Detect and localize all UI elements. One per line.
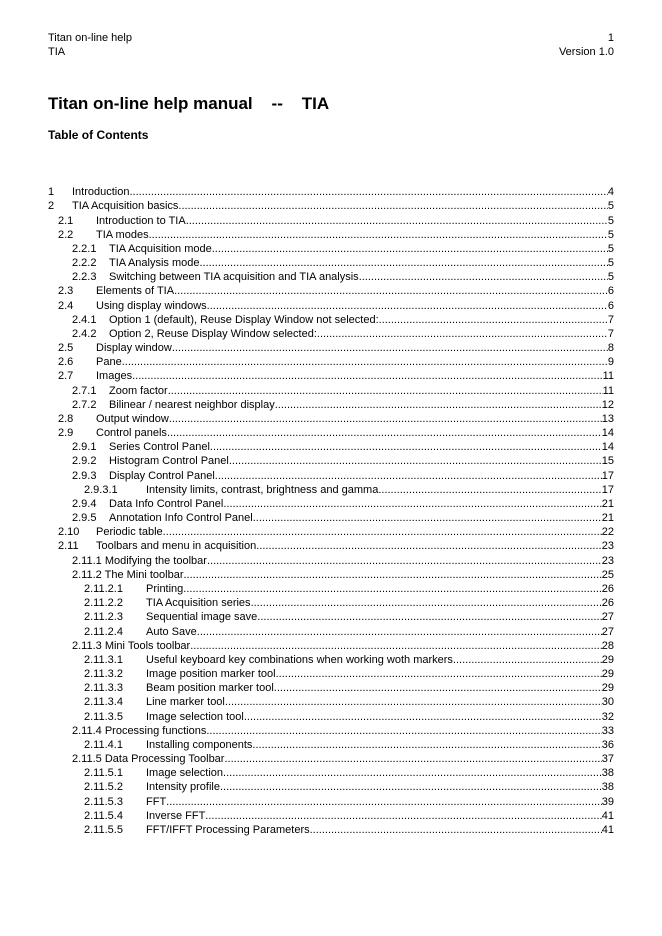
toc-entry[interactable] [48, 270, 614, 284]
toc-entry-number: 2.9 [58, 427, 74, 440]
toc-entry[interactable] [48, 780, 614, 794]
toc-dot-leader [178, 200, 607, 213]
toc-entry-title: TIA Acquisition basics [72, 200, 179, 213]
toc-dot-leader [317, 328, 608, 341]
toc-entry[interactable] [48, 553, 614, 567]
toc-dot-leader [244, 711, 602, 724]
toc-entry-number: 2.11.3.1 [84, 653, 123, 666]
toc-dot-leader [225, 696, 602, 709]
toc-entry-title: Installing components [146, 738, 253, 751]
toc-entry[interactable] [48, 398, 614, 412]
toc-dot-leader [253, 512, 602, 525]
toc-entry[interactable] [48, 454, 614, 468]
toc-dot-leader [122, 356, 608, 369]
toc-entry-title: Inverse FFT [146, 809, 206, 822]
toc-entry-page: 11 [602, 384, 614, 397]
toc-dot-leader [129, 186, 607, 199]
toc-entry[interactable] [48, 440, 614, 454]
toc-entry-title: FFT/IFFT Processing Parameters [146, 823, 310, 836]
toc-entry-number: 2.9.1 [72, 441, 97, 454]
toc-dot-leader [200, 257, 608, 270]
toc-entry-title: Introduction to TIA [96, 214, 186, 227]
toc-entry[interactable] [48, 199, 614, 213]
toc-entry-title: Display window [96, 342, 172, 355]
toc-dot-leader [257, 611, 601, 624]
toc-entry[interactable] [48, 525, 614, 539]
toc-entry[interactable] [48, 681, 614, 695]
toc-entry-page: 5 [607, 242, 614, 255]
toc-entry-title: 2.11.4 Processing functions [72, 724, 207, 737]
toc-entry[interactable] [48, 341, 614, 355]
toc-entry[interactable] [48, 355, 614, 369]
toc-entry[interactable] [48, 327, 614, 341]
toc-dot-leader [184, 569, 602, 582]
toc-entry-page: 5 [607, 228, 614, 241]
toc-dot-leader [379, 314, 608, 327]
toc-entry-number: 2.5 [58, 342, 74, 355]
header-product: TIA [48, 46, 66, 58]
toc-entry[interactable] [48, 639, 614, 653]
toc-entry[interactable] [48, 794, 614, 808]
toc-entry-title: Toolbars and menu in acquisition [96, 540, 257, 553]
toc-entry-number: 2.11 [58, 540, 79, 553]
toc-entry[interactable] [48, 468, 614, 482]
toc-entry[interactable] [48, 426, 614, 440]
toc-entry-page: 41 [601, 823, 614, 836]
toc-entry-number: 2.9.3 [72, 469, 97, 482]
toc-entry-page: 26 [601, 597, 614, 610]
toc-dot-leader [207, 300, 608, 313]
toc-entry[interactable] [48, 582, 614, 596]
toc-entry-title: Auto Save [146, 625, 197, 638]
toc-entry-page: 29 [601, 653, 614, 666]
toc-entry-number: 2.11.4.1 [84, 738, 123, 751]
toc-entry-number: 2.9.2 [72, 455, 97, 468]
toc-entry[interactable] [48, 738, 614, 752]
toc-dot-leader [169, 413, 602, 426]
toc-entry-title: Control panels [96, 427, 167, 440]
toc-entry[interactable] [48, 596, 614, 610]
toc-entry-title: Display Control Panel [109, 469, 215, 482]
toc-heading: Table of Contents [48, 128, 149, 142]
toc-entry-title: Bilinear / nearest neighbor display [109, 398, 275, 411]
header-row-2 [48, 45, 614, 59]
page-header [48, 31, 614, 59]
header-page-number: 1 [607, 32, 614, 44]
toc-entry[interactable] [48, 483, 614, 497]
toc-entry-number: 2.8 [58, 412, 74, 425]
toc-entry-page: 12 [601, 398, 614, 411]
toc-entry-number: 2.11.5.1 [84, 767, 123, 780]
toc-entry-page: 5 [607, 214, 614, 227]
toc-entry-number: 2.4 [58, 299, 74, 312]
toc-entry-page: 27 [601, 625, 614, 638]
toc-entry-number: 2.11.2.1 [84, 582, 123, 595]
toc-dot-leader [132, 370, 603, 383]
toc-dot-leader [223, 498, 601, 511]
toc-entry-number: 2 [48, 200, 55, 213]
header-version: Version 1.0 [558, 46, 614, 58]
toc-dot-leader [229, 455, 602, 468]
toc-entry-page: 39 [601, 795, 614, 808]
toc-dot-leader [252, 739, 601, 752]
toc-entry-page: 37 [601, 753, 614, 766]
toc-entry[interactable] [48, 724, 614, 738]
toc-entry-page: 23 [601, 540, 614, 553]
toc-dot-leader [163, 526, 602, 539]
toc-entry[interactable] [48, 823, 614, 837]
toc-entry-number: 2.6 [58, 356, 74, 369]
page-title: Titan on-line help manual -- TIA [48, 94, 330, 113]
toc-entry-number: 2.11.5.2 [84, 781, 123, 794]
toc-entry-number: 2.2.3 [72, 271, 97, 284]
toc-entry[interactable] [48, 383, 614, 397]
toc-entry-page: 41 [601, 809, 614, 822]
toc-entry-number: 2.7.1 [72, 384, 97, 397]
toc-entry-number: 2.4.1 [72, 313, 97, 326]
toc-entry[interactable] [48, 213, 614, 227]
toc-entry[interactable] [48, 412, 614, 426]
toc-entry-title: Beam position marker tool [146, 682, 274, 695]
toc-entry-number: 2.10 [58, 526, 80, 539]
toc-entry-title: TIA Acquisition mode [109, 242, 212, 255]
toc-dot-leader [378, 484, 601, 497]
toc-entry-page: 5 [607, 200, 614, 213]
toc-entry-number: 2.11.5.3 [84, 795, 123, 808]
toc-entry-page: 7 [607, 327, 614, 340]
toc-entry-title: Switching between TIA acquisition and TIA analysis [109, 271, 359, 284]
toc-entry-number: 2.11.3.5 [84, 710, 123, 723]
toc-dot-leader [212, 243, 608, 256]
toc-entry-page: 38 [601, 767, 614, 780]
toc-entry[interactable] [48, 313, 614, 327]
toc-entry-page: 25 [601, 568, 614, 581]
toc-dot-leader [310, 824, 602, 837]
toc-dot-leader [197, 626, 602, 639]
toc-entry-title: Data Info Control Panel [109, 497, 224, 510]
toc-entry-page: 29 [601, 668, 614, 681]
toc-entry[interactable] [48, 766, 614, 780]
toc-entry-page: 29 [601, 682, 614, 695]
toc-entry-number: 2.3 [58, 285, 74, 298]
toc-dot-leader [186, 215, 608, 228]
toc-entry-title: Series Control Panel [109, 441, 210, 454]
toc-entry-page: 5 [607, 271, 614, 284]
toc-entry-title: Output window [96, 412, 169, 425]
toc-entry[interactable] [48, 809, 614, 823]
toc-dot-leader [251, 597, 602, 610]
toc-entry[interactable] [48, 185, 614, 199]
table-of-contents [48, 185, 614, 837]
toc-entry-title: Periodic table [96, 526, 163, 539]
toc-entry[interactable] [48, 497, 614, 511]
toc-dot-leader [172, 342, 608, 355]
toc-entry-page: 21 [601, 512, 614, 525]
toc-entry-title: Histogram Control Panel [109, 455, 229, 468]
toc-entry[interactable] [48, 228, 614, 242]
toc-entry-page: 9 [607, 356, 614, 369]
toc-entry[interactable] [48, 284, 614, 298]
toc-dot-leader [183, 583, 601, 596]
toc-dot-leader [190, 640, 602, 653]
toc-entry-page: 36 [601, 738, 614, 751]
toc-entry-number: 2.9.3.1 [84, 483, 118, 496]
toc-entry[interactable] [48, 610, 614, 624]
toc-entry-title: 2.11.3 Mini Tools toolbar [72, 639, 191, 652]
toc-entry-title: Option 2, Reuse Display Window selected: [109, 327, 317, 340]
toc-entry-page: 6 [607, 299, 614, 312]
toc-entry-title: Annotation Info Control Panel [109, 512, 253, 525]
toc-dot-leader [223, 767, 602, 780]
toc-entry-page: 14 [601, 441, 614, 454]
toc-entry-page: 7 [607, 313, 614, 326]
toc-entry-number: 1 [48, 186, 55, 199]
toc-entry-title: Using display windows [96, 299, 207, 312]
toc-entry-page: 11 [602, 370, 614, 383]
toc-dot-leader [174, 285, 608, 298]
toc-entry-page: 28 [601, 639, 614, 652]
toc-dot-leader [215, 470, 602, 483]
toc-entry-page: 13 [601, 412, 614, 425]
toc-entry-title: Printing [146, 582, 184, 595]
toc-entry[interactable] [48, 242, 614, 256]
toc-entry-number: 2.11.3.3 [84, 682, 123, 695]
toc-entry-number: 2.7.2 [72, 398, 97, 411]
toc-entry-page: 26 [601, 582, 614, 595]
toc-dot-leader [276, 668, 602, 681]
toc-entry-number: 2.11.5.4 [84, 809, 123, 822]
toc-entry[interactable] [48, 709, 614, 723]
toc-entry-title: Image selection [146, 767, 224, 780]
toc-entry-page: 32 [601, 710, 614, 723]
toc-entry-title: Zoom factor [109, 384, 168, 397]
toc-entry[interactable] [48, 539, 614, 553]
toc-entry-number: 2.11.2.2 [84, 597, 123, 610]
toc-entry-page: 30 [601, 696, 614, 709]
toc-dot-leader [256, 540, 602, 553]
toc-entry-page: 15 [601, 455, 614, 468]
toc-dot-leader [205, 810, 601, 823]
toc-entry-title: Image selection tool [146, 710, 244, 723]
toc-entry-title: Option 1 (default), Reuse Display Window not selected: [109, 313, 379, 326]
toc-entry-title: Introduction [72, 186, 130, 199]
toc-entry-page: 14 [601, 427, 614, 440]
toc-entry-title: Pane [96, 356, 122, 369]
toc-dot-leader [224, 753, 601, 766]
toc-entry-title: Sequential image save [146, 611, 258, 624]
toc-dot-leader [359, 271, 608, 284]
header-doc-title: Titan on-line help [48, 32, 132, 44]
toc-dot-leader [149, 229, 608, 242]
toc-entry-title: Intensity limits, contrast, brightness and gamma [146, 483, 379, 496]
toc-entry-number: 2.11.2.3 [84, 611, 123, 624]
toc-entry[interactable] [48, 511, 614, 525]
toc-entry[interactable] [48, 256, 614, 270]
toc-entry[interactable] [48, 568, 614, 582]
toc-entry-title: Line marker tool [146, 696, 225, 709]
toc-entry[interactable] [48, 667, 614, 681]
toc-entry-title: Useful keyboard key combinations when working woth markers [146, 653, 453, 666]
toc-entry-number: 2.11.3.2 [84, 668, 123, 681]
toc-entry-page: 17 [601, 483, 614, 496]
toc-entry[interactable] [48, 752, 614, 766]
toc-entry[interactable] [48, 624, 614, 638]
toc-dot-leader [168, 385, 603, 398]
toc-dot-leader [220, 781, 602, 794]
toc-entry[interactable] [48, 653, 614, 667]
toc-dot-leader [274, 682, 602, 695]
toc-entry-page: 21 [601, 497, 614, 510]
toc-dot-leader [206, 725, 601, 738]
toc-entry-title: 2.11.5 Data Processing Toolbar [72, 753, 225, 766]
toc-entry-title: TIA Acquisition series [146, 597, 251, 610]
toc-entry-number: 2.7 [58, 370, 74, 383]
toc-entry-page: 22 [601, 526, 614, 539]
toc-entry-title: Elements of TIA [96, 285, 175, 298]
toc-entry-title: TIA modes [96, 228, 149, 241]
toc-entry-number: 2.11.5.5 [84, 823, 123, 836]
toc-dot-leader [167, 427, 602, 440]
toc-entry-title: Image position marker tool [146, 668, 276, 681]
toc-entry[interactable] [48, 695, 614, 709]
toc-entry-page: 27 [601, 611, 614, 624]
toc-entry-page: 8 [607, 342, 614, 355]
toc-entry-number: 2.9.5 [72, 512, 97, 525]
toc-entry-page: 33 [601, 724, 614, 737]
toc-entry-title: 2.11.1 Modifying the toolbar [72, 554, 207, 567]
toc-entry-title: TIA Analysis mode [109, 257, 200, 270]
header-row-1 [48, 31, 614, 45]
toc-entry-page: 38 [601, 781, 614, 794]
toc-entry-title: Images [96, 370, 133, 383]
toc-entry-number: 2.4.2 [72, 327, 97, 340]
toc-entry-number: 2.2 [58, 228, 74, 241]
toc-entry-title: 2.11.2 The Mini toolbar [72, 568, 184, 581]
toc-entry-page: 17 [601, 469, 614, 482]
toc-dot-leader [166, 796, 602, 809]
toc-entry-page: 23 [601, 554, 614, 567]
toc-entry[interactable] [48, 369, 614, 383]
toc-entry-page: 5 [607, 257, 614, 270]
toc-entry-number: 2.11.3.4 [84, 696, 123, 709]
toc-entry-title: Intensity profile [146, 781, 220, 794]
toc-entry-number: 2.2.2 [72, 257, 97, 270]
toc-entry[interactable] [48, 298, 614, 312]
toc-entry-page: 4 [607, 186, 614, 199]
toc-entry-number: 2.9.4 [72, 497, 97, 510]
toc-entry-page: 6 [607, 285, 614, 298]
toc-entry-number: 2.1 [58, 214, 74, 227]
toc-dot-leader [275, 399, 602, 412]
toc-entry-number: 2.11.2.4 [84, 625, 123, 638]
toc-dot-leader [210, 441, 602, 454]
toc-dot-leader [207, 555, 602, 568]
toc-entry-number: 2.2.1 [72, 242, 97, 255]
toc-dot-leader [453, 654, 602, 667]
toc-entry-title: FFT [146, 795, 167, 808]
